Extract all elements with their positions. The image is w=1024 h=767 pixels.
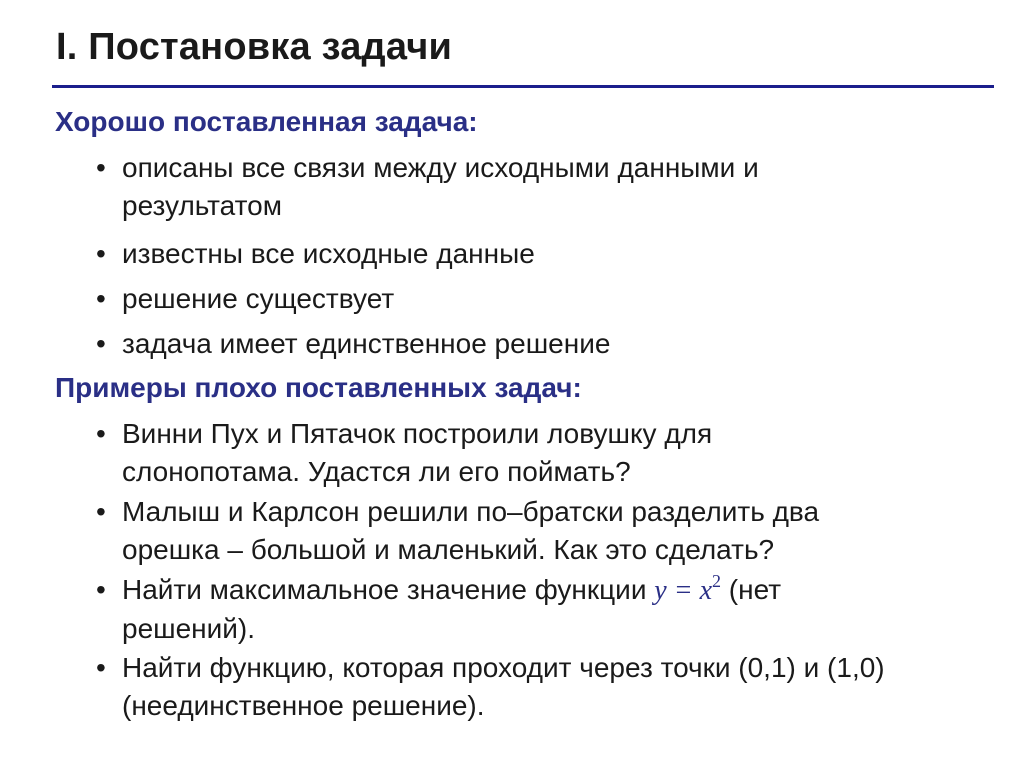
bullet-marker: •	[96, 418, 106, 449]
function-formula	[654, 571, 722, 606]
math-y: y	[654, 575, 667, 606]
good-item-3	[96, 280, 994, 318]
bullet-marker: •	[96, 283, 106, 314]
bad-item-1-line2: слонопотама. Удастся ли его поймать?	[122, 456, 631, 487]
good-item-2	[96, 235, 994, 273]
bullet-marker: •	[96, 652, 106, 683]
good-task-heading: Хорошо поставленная задача:	[55, 106, 478, 137]
bad-item-4	[96, 649, 994, 725]
bad-item-4-line2: (неединственное решение).	[122, 690, 485, 721]
bad-item-2	[96, 493, 994, 569]
bad-item-3-line1	[96, 571, 994, 610]
good-item-2-text: известны все исходные данные	[122, 238, 535, 269]
good-item-4-text: задача имеет единственное решение	[122, 328, 611, 359]
good-item-3-text: решение существует	[122, 283, 395, 314]
bad-item-3-text-after: (нет	[721, 574, 782, 605]
bad-item-1-line1: Винни Пух и Пятачок построили ловушку для	[122, 418, 713, 449]
bad-item-4-line1: Найти функцию, которая проходит через точки (0,1) и (1,0)	[122, 652, 885, 683]
good-item-1	[96, 149, 994, 225]
bad-item-3-line2: решений).	[122, 613, 256, 644]
bad-item-2-line2: орешка – большой и маленький. Как это сделать?	[122, 534, 775, 565]
bullet-marker: •	[96, 328, 106, 359]
bullet-marker: •	[96, 152, 106, 183]
good-item-1-line1: описаны все связи между исходными данными и	[122, 152, 759, 183]
title-underline	[52, 85, 994, 88]
bad-item-3	[96, 571, 994, 648]
bad-task-heading: Примеры плохо поставленных задач:	[55, 372, 582, 403]
math-x: x	[699, 575, 713, 606]
math-equals: =	[666, 575, 700, 606]
bad-item-2-line1: Малыш и Карлсон решили по–братски разделить два	[122, 496, 820, 527]
good-item-4	[96, 325, 994, 363]
bullet-marker: •	[96, 238, 106, 269]
math-exponent: 2	[712, 571, 722, 591]
good-item-1-line2: результатом	[122, 190, 282, 221]
slide-title: I. Постановка задачи	[56, 26, 453, 68]
bad-item-3-text-before: Найти максимальное значение функции	[122, 574, 647, 605]
bullet-marker: •	[96, 496, 106, 527]
bad-item-1	[96, 415, 994, 491]
bullet-marker: •	[96, 574, 106, 605]
